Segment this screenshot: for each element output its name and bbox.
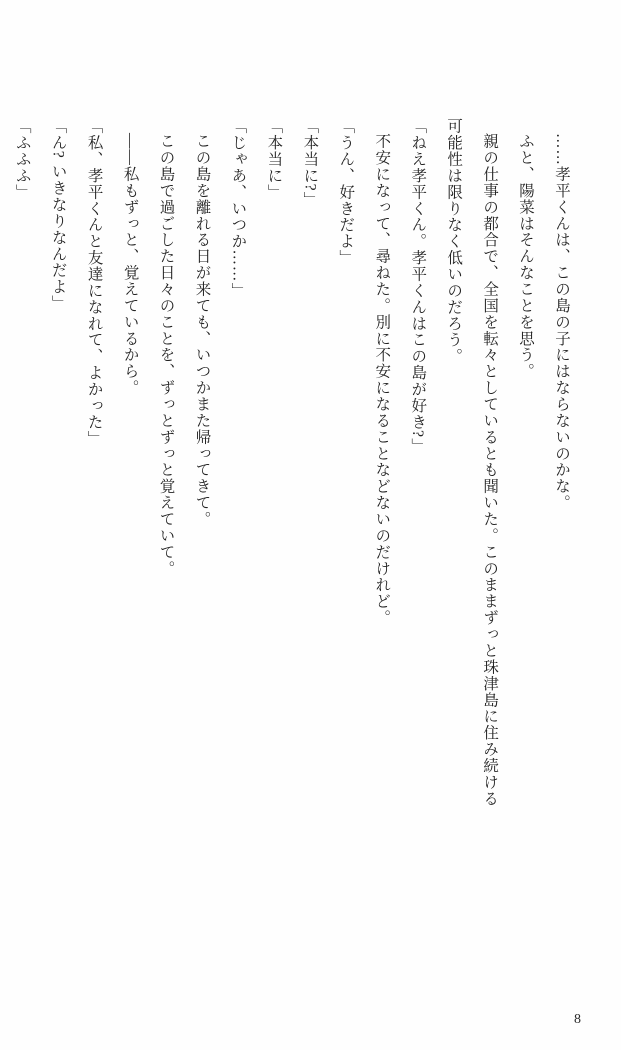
paragraph: 不安になって、尋ねた。別に不安になることなどないのだけれど。 xyxy=(373,133,391,626)
paragraph-dialogue: 「本当に?」 xyxy=(301,118,319,208)
paragraph: 親の仕事の都合で、全国を転々としているとも聞いた。このままずっと珠津島に住み続ける xyxy=(481,133,499,807)
paragraph-dialogue: 「本当に」 xyxy=(265,118,283,201)
paragraph-dialogue: 「ん? いきなりなんだよ」 xyxy=(49,118,67,312)
vertical-text-body xyxy=(13,118,579,980)
paragraph-dialogue: 「ふふふ」 xyxy=(13,118,31,201)
paragraph: ――私もずっと、覚えているから。 xyxy=(121,133,139,396)
page-number: 8 xyxy=(574,1012,581,1027)
paragraph-dialogue: 「じゃあ、いつか……」 xyxy=(229,118,247,299)
paragraph-dialogue: 「ねえ孝平くん。孝平くんはこの島が好き?」 xyxy=(409,118,427,455)
paragraph: ……孝平くんは、この島の子にはならないのかな。 xyxy=(553,133,570,511)
paragraph-dialogue: 「私、孝平くんと友達になれて、よかった」 xyxy=(85,118,103,447)
paragraph-dialogue: 「うん、好きだよ」 xyxy=(337,118,355,266)
paragraph xyxy=(0,118,4,980)
paragraph: 可能性は限りなく低いのだろう。 xyxy=(445,118,463,365)
paragraph: この島を離れる日が来ても、いつかまた帰ってきて。 xyxy=(193,133,211,528)
paragraph: ふと、陽菜はそんなことを思う。 xyxy=(517,133,535,380)
paragraph: この島で過ごした日々のことを、ずっとずっと覚えていて。 xyxy=(157,133,175,577)
